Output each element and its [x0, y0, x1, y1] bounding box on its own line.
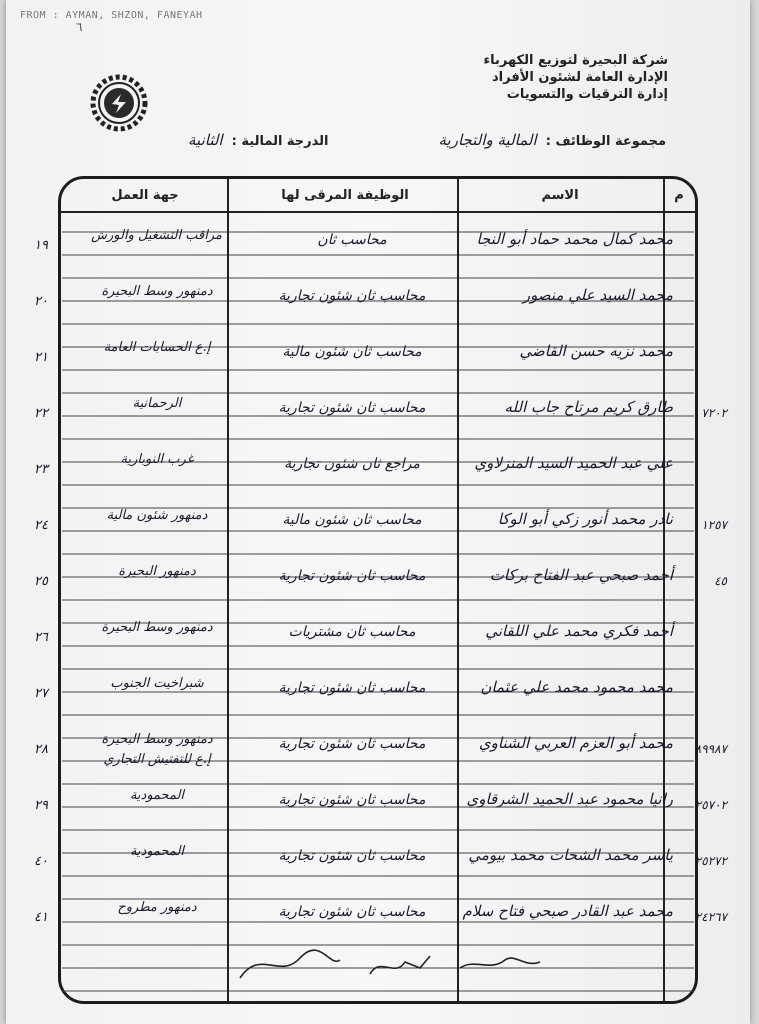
employee-name: محمد كمال محمد حماد أبو النجا — [476, 230, 673, 248]
column-header-serial: م — [674, 188, 684, 203]
job-group-label: مجموعة الوظائف : — [545, 134, 666, 149]
workplace: المحمودية — [129, 788, 185, 803]
job-group-value: المالية والتجارية — [438, 131, 537, 149]
promoted-job: محاسب ثان شئون تجارية — [278, 792, 426, 808]
promoted-job: محاسب ثان شئون تجارية — [278, 568, 426, 584]
promoted-job: محاسب ثان شئون تجارية — [278, 736, 426, 752]
promoted-job: مراجع ثان شئون تجارية — [284, 456, 420, 472]
promoted-job: محاسب ثان شئون تجارية — [278, 400, 426, 416]
promoted-job: محاسب ثان — [317, 232, 387, 248]
column-header-workplace: جهة العمل — [111, 188, 179, 203]
workplace: إ.ع الحسابات العامة — [103, 340, 211, 355]
employee-name: محمد أبو العزم العربي الشناوي — [478, 734, 673, 752]
financial-grade-value: الثانية — [188, 131, 223, 149]
row-number: ٢٠ — [34, 294, 48, 309]
org-department: الإدارة العامة لشئون الأفراد — [491, 70, 668, 85]
column-header-name: الاسم — [541, 188, 579, 203]
row-number: ١٩ — [34, 238, 48, 253]
promoted-job: محاسب ثان مشتريات — [288, 624, 416, 640]
row-number: ٢١ — [34, 350, 48, 365]
fax-header: FROM : AYMAN, SHZON, FANEYAH — [20, 10, 203, 21]
row-number: ٤١ — [34, 910, 48, 925]
employee-code: ٤٥ — [714, 574, 727, 588]
workplace: شبراخيت الجنوب — [110, 676, 204, 691]
promoted-job: محاسب ثان شئون تجارية — [278, 848, 426, 864]
employee-code: ٨٩٩٨٧ — [694, 742, 727, 756]
workplace: دمنهور شئون مالية — [106, 508, 208, 523]
workplace: دمنهور البحيرة — [118, 564, 196, 579]
workplace: مراقب التشغيل والورش — [91, 228, 222, 243]
employee-name: نادر محمد أنور زكي أبو الوكا — [497, 510, 673, 528]
row-number: ٢٤ — [34, 518, 48, 533]
workplace: الرحمانية — [132, 396, 182, 411]
employee-code: ٢٥٢٧٢ — [694, 854, 727, 868]
org-company-name: شركة البحيرة لتوزيع الكهرباء — [483, 53, 668, 68]
promoted-job: محاسب ثان شئون مالية — [282, 512, 422, 528]
row-number: ٢٢ — [34, 406, 48, 421]
promoted-job: محاسب ثان شئون مالية — [282, 344, 422, 360]
employee-name: محمد محمود محمد علي عثمان — [480, 678, 673, 696]
financial-grade-label: الدرجة المالية : — [231, 134, 329, 149]
row-number: ٤٠ — [34, 854, 48, 869]
page-mark: ٦ — [76, 20, 83, 34]
employee-name: محمد نزيه حسن القاضي — [519, 342, 673, 360]
workplace: دمنهور وسط البحيرة — [101, 284, 213, 299]
row-number: ٢٨ — [34, 742, 48, 757]
employee-name: أحمد فكري محمد علي اللقاني — [485, 622, 673, 640]
employee-name: رانيا محمود عبد الحميد الشرقاوي — [466, 790, 673, 808]
promoted-job: محاسب ثان شئون تجارية — [278, 288, 426, 304]
workplace: غرب النوبارية — [120, 452, 194, 467]
employee-code: ٢٤٢٦٧ — [694, 910, 727, 924]
employee-name: محمد السيد علي منصور — [522, 286, 673, 304]
row-number: ٢٩ — [34, 798, 48, 813]
workplace: المحمودية — [129, 844, 185, 859]
employee-name: علي عبد الحميد السيد المنزلاوي — [474, 454, 673, 472]
workplace: دمنهور مطروح — [117, 900, 197, 915]
org-section: إدارة الترقيات والتسويات — [506, 87, 668, 102]
row-number: ٢٧ — [34, 686, 48, 701]
employee-name: طارق كريم مرتاح جاب الله — [504, 398, 673, 416]
row-number: ٢٦ — [34, 630, 48, 645]
signatures — [230, 938, 560, 988]
employee-name: محمد عبد القادر صبحي فتاح سلام — [462, 902, 673, 920]
employee-code: ١٢٥٧ — [701, 518, 727, 532]
workplace-secondary: إ.ع للتفتيش التجاري — [103, 752, 211, 767]
employee-code: ٧٢٠٢ — [701, 406, 727, 420]
workplace: دمنهور وسط البحيرة — [101, 620, 213, 635]
column-header-job: الوظيفة المرقى لها — [281, 188, 409, 203]
employee-name: أحمد صبحي عبد الفتاح بركات — [489, 566, 673, 584]
promoted-job: محاسب ثان شئون تجارية — [278, 680, 426, 696]
employee-code: ٢٥٧٠٢ — [694, 798, 727, 812]
workplace: دمنهور وسط البحيرة — [101, 732, 213, 747]
employee-name: ياسر محمد الشحات محمد بيومي — [468, 846, 673, 864]
row-number: ٢٣ — [34, 462, 48, 477]
promoted-job: محاسب ثان شئون تجارية — [278, 904, 426, 920]
row-number: ٢٥ — [34, 574, 48, 589]
